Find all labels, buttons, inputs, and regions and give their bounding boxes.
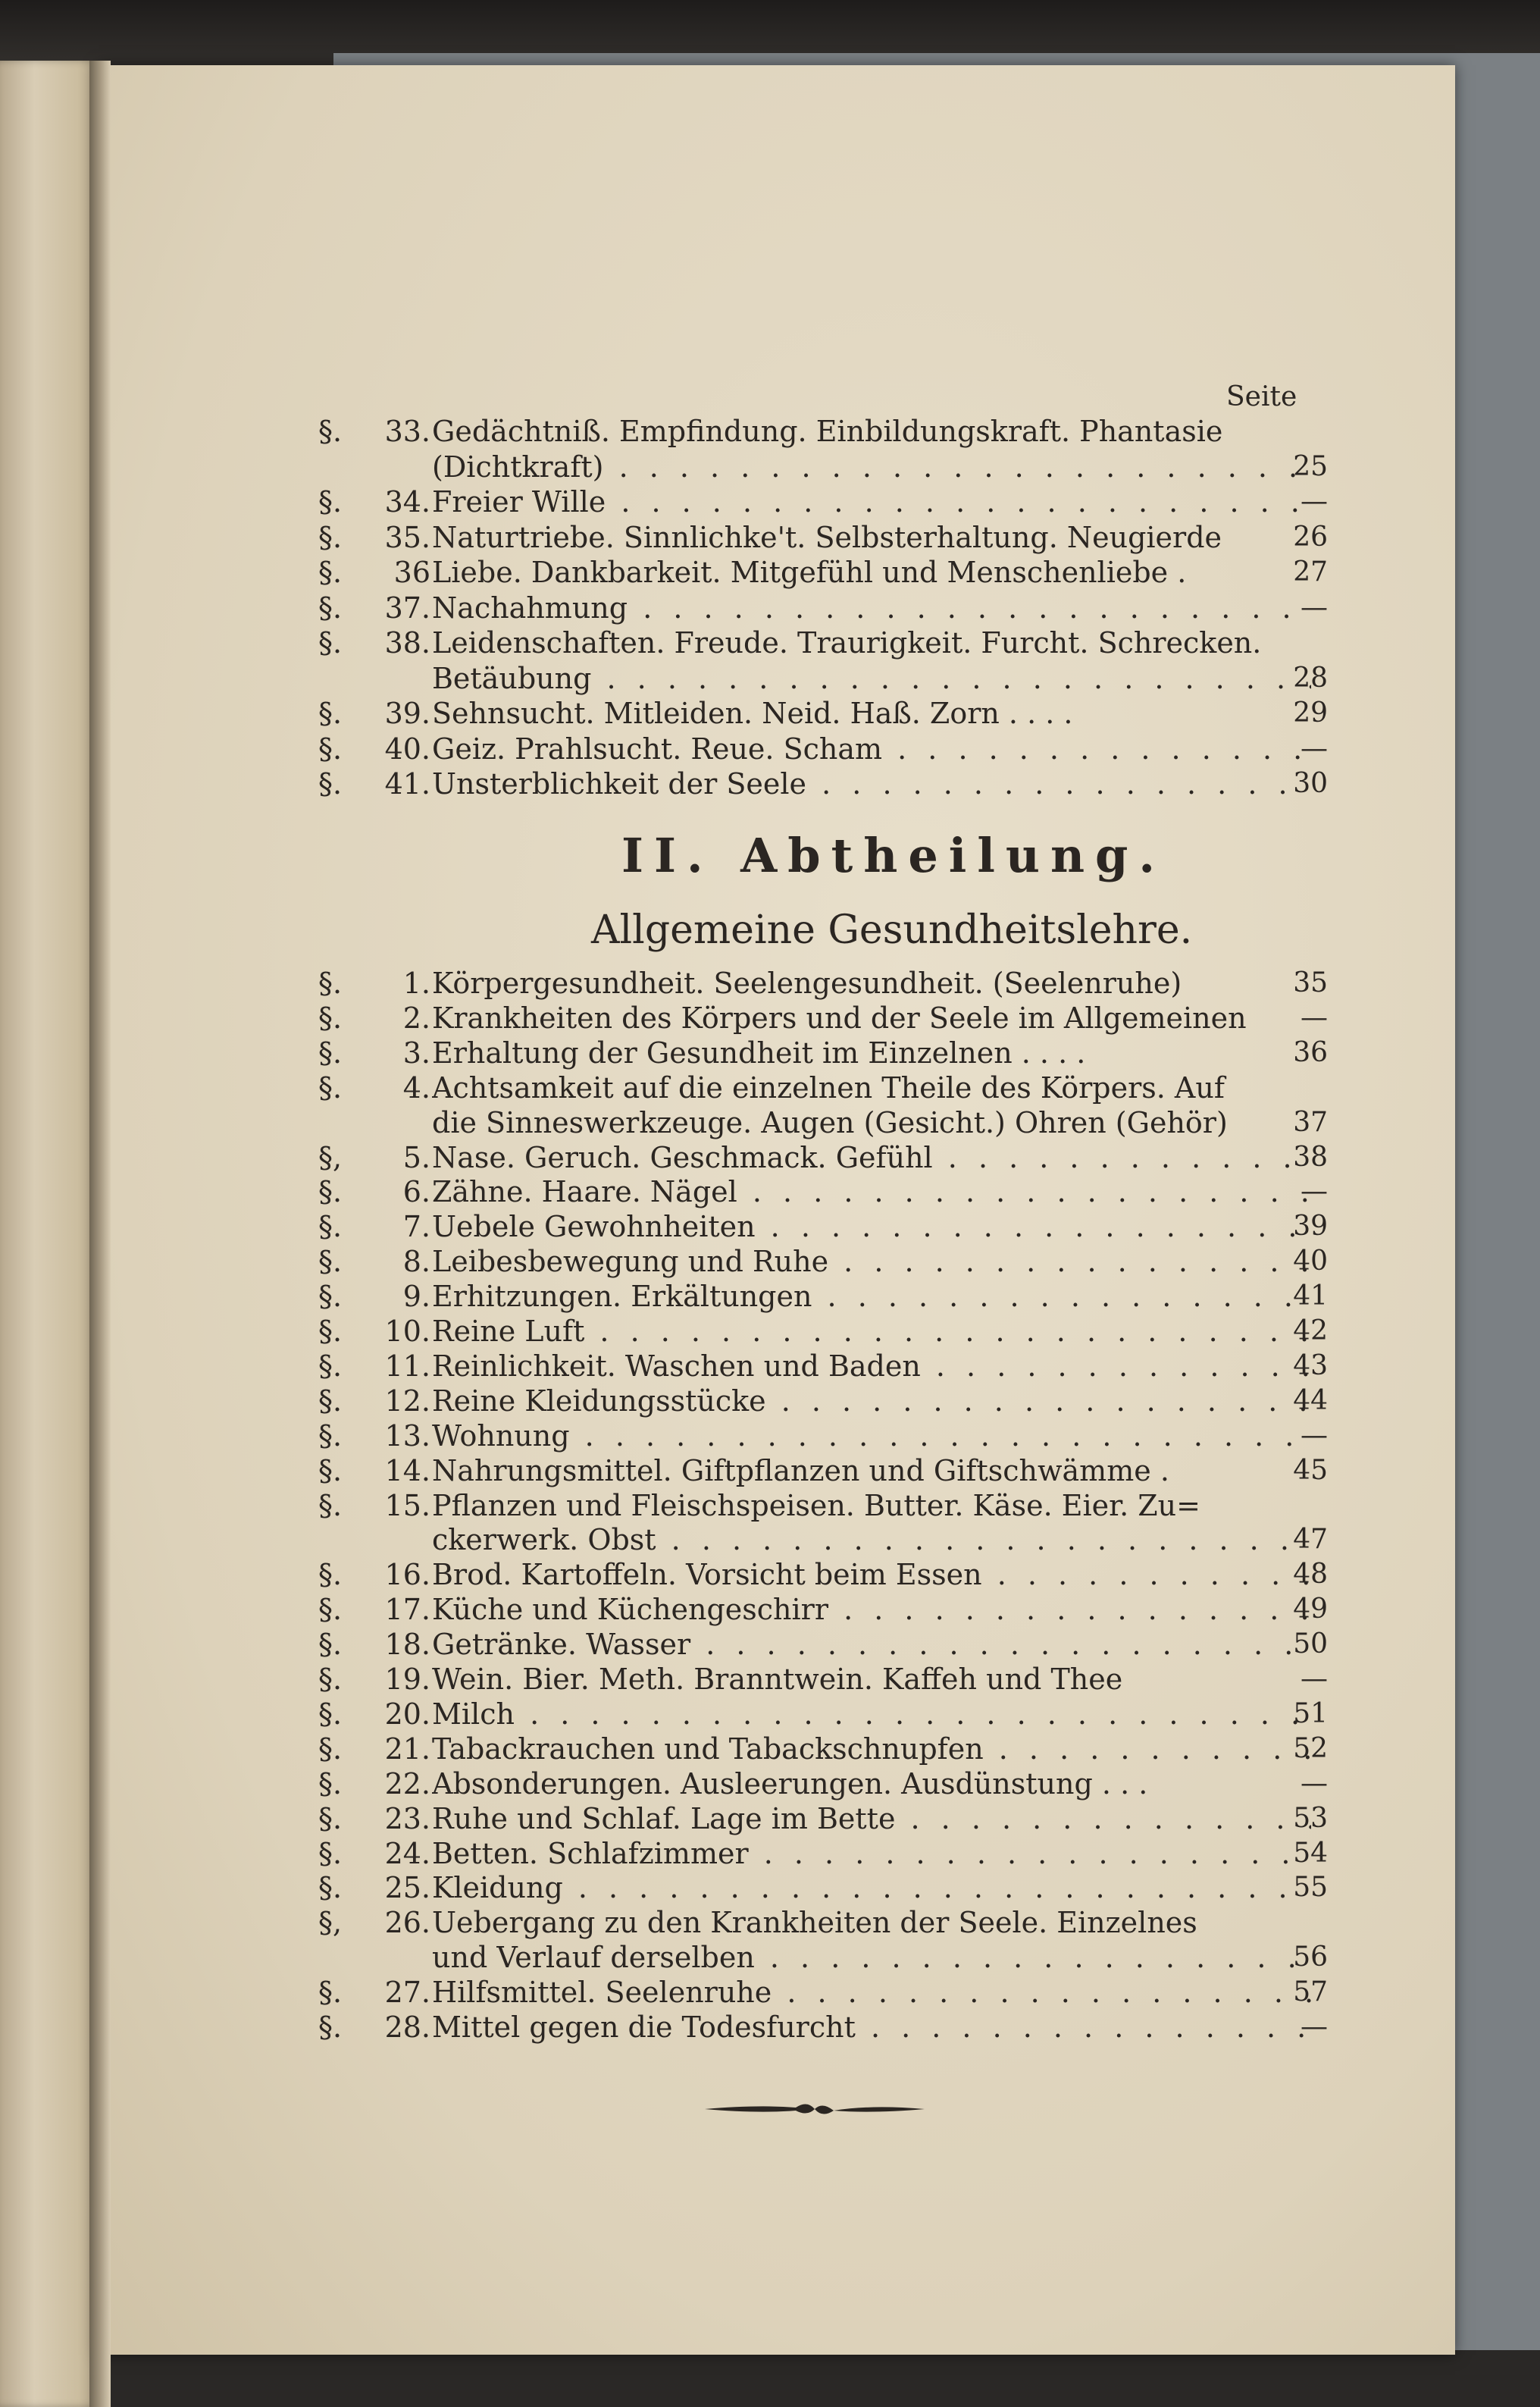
entry-number: 13. (384, 1418, 430, 1453)
entry-number: 20. (384, 1697, 430, 1731)
entry-title: und Verlauf derselben . . . (432, 1940, 1311, 1975)
entry-title: Mittel gegen die Todesfurcht . . . (432, 2010, 1311, 2045)
entry-title: Reinlichkeit. Waschen und Baden . . . (432, 1349, 1311, 1384)
entry-number: 35. (384, 520, 430, 554)
entry-number: 12. (384, 1384, 430, 1418)
section-sign: §. (318, 485, 343, 519)
entry-number: 40. (384, 732, 430, 766)
entry-number: 9. (402, 1280, 430, 1314)
section-sign: §. (318, 1001, 343, 1035)
entry-number: 24. (384, 1836, 430, 1870)
ornament-divider (705, 2094, 925, 2124)
entry-title: Liebe. Dankbarkeit. Mitgefühl und Menschenliebe . (432, 556, 1187, 589)
entry-number: 8. (402, 1245, 430, 1279)
toc-entry (318, 1036, 1311, 1070)
entry-number: 26. (384, 1906, 430, 1940)
toc-entry (318, 1418, 1311, 1453)
entry-number: 38. (384, 626, 430, 660)
toc-entry (318, 1522, 1311, 1557)
section-sign: §. (318, 1628, 343, 1662)
entry-title: Wohnung . . . (432, 1418, 1311, 1453)
gutter (89, 61, 111, 2407)
entry-title: Hilfsmittel. Seelenruhe . . . (432, 1975, 1311, 2010)
entry-number: 5. (402, 1140, 430, 1174)
toc-entry (318, 1488, 1311, 1523)
entry-page-number: 27 (1293, 556, 1328, 588)
entry-number: 1. (402, 967, 430, 1000)
entry-number: 37. (384, 591, 430, 625)
entry-number: 27. (384, 1976, 430, 2010)
entry-page-number: 50 (1293, 1628, 1328, 1660)
entry-page-number: 39 (1293, 1211, 1328, 1243)
division-subheading: Allgemeine Gesundheitslehre. (591, 907, 1193, 953)
entry-title: Uebele Gewohnheiten . . . (432, 1209, 1311, 1244)
section-sign: §. (318, 1418, 343, 1453)
entry-page-number: 56 (1293, 1942, 1328, 1973)
toc-entry (318, 1627, 1311, 1662)
entry-page-number: — (1301, 1663, 1328, 1694)
toc-entry (318, 2010, 1311, 2045)
toc-entry (318, 1279, 1311, 1314)
entry-number: 39. (384, 697, 430, 730)
entry-number: 4. (402, 1070, 430, 1105)
section-sign: §. (318, 556, 343, 589)
entry-title: Pflanzen und Fleischspeisen. Butter. Käse. Eier. Zu= (432, 1488, 1200, 1522)
toc-entry (318, 1105, 1311, 1140)
section-sign: §. (318, 591, 343, 625)
entry-page-number: — (1301, 2011, 1328, 2042)
toc-entry (318, 1870, 1311, 1905)
toc-entry (318, 1975, 1311, 2010)
section-sign: §. (318, 767, 343, 801)
section-sign: §. (318, 697, 343, 730)
entry-title: Betten. Schlafzimmer . . . (432, 1836, 1311, 1871)
entry-page-number: 45 (1293, 1454, 1328, 1486)
entry-title: Ruhe und Schlaf. Lage im Bette . . . (432, 1801, 1311, 1836)
entry-title: Wein. Bier. Meth. Branntwein. Kaffeh und Thee (432, 1663, 1123, 1696)
entry-number: 15. (384, 1488, 430, 1522)
entry-title: Reine Kleidungsstücke . . . (432, 1384, 1311, 1418)
toc-entry (318, 732, 1311, 766)
toc-entry (318, 1662, 1311, 1697)
entry-title: Zähne. Haare. Nägel . . . (432, 1174, 1311, 1209)
entry-title: Krankheiten des Körpers und der Seele im Allgemeinen (432, 1001, 1247, 1035)
entry-title: Nachahmung . . . (432, 591, 1311, 625)
section-sign: §, (318, 1140, 343, 1174)
toc-entry (318, 1384, 1311, 1418)
entry-number: 14. (384, 1453, 430, 1487)
section-sign: §. (318, 1488, 343, 1522)
toc-entry (318, 555, 1311, 590)
section-sign: §. (318, 1593, 343, 1627)
entry-title: Tabackrauchen und Tabackschnupfen . . . (432, 1732, 1311, 1766)
entry-page-number: — (1301, 1767, 1328, 1799)
toc-entry (318, 625, 1311, 660)
entry-number: 34. (384, 485, 430, 519)
section-sign: §. (318, 1697, 343, 1731)
entry-title: Kleidung . . . (432, 1870, 1311, 1905)
section-sign: §. (318, 1384, 343, 1418)
entry-title: die Sinneswerkzeuge. Augen (Gesicht.) Ohren (Gehör) (432, 1105, 1228, 1139)
section-sign: §. (318, 1766, 343, 1801)
entry-page-number: 51 (1293, 1697, 1328, 1729)
toc-entry (318, 1070, 1311, 1105)
entry-page-number: 48 (1293, 1559, 1328, 1591)
entry-number: 6. (402, 1175, 430, 1209)
toc-entry (318, 1592, 1311, 1627)
entry-page-number: 44 (1293, 1384, 1328, 1416)
section-sign: §. (318, 626, 343, 660)
entry-title: Unsterblichkeit der Seele . . . (432, 766, 1311, 801)
entry-page-number: 37 (1293, 1106, 1328, 1138)
entry-page-number: 36 (1293, 1036, 1328, 1068)
section-sign: §. (318, 1036, 343, 1070)
entry-page-number: — (1301, 732, 1328, 764)
entry-title: Milch . . . (432, 1697, 1311, 1732)
entry-title: Küche und Küchengeschirr . . . (432, 1592, 1311, 1627)
entry-page-number: 52 (1293, 1732, 1328, 1764)
entry-number: 36 (393, 556, 430, 589)
entry-page-number: 42 (1293, 1315, 1328, 1346)
entry-page-number: 41 (1293, 1280, 1328, 1312)
section-sign: §. (318, 1175, 343, 1209)
section-sign: §. (318, 1558, 343, 1592)
entry-number: 16. (384, 1558, 430, 1592)
toc-entry (318, 484, 1311, 519)
entry-title: Naturtriebe. Sinnlichke't. Selbsterhaltung. Neugierde (432, 520, 1222, 554)
left-page-edge (0, 61, 99, 2407)
entry-number: 10. (384, 1315, 430, 1348)
toc-entry (318, 1940, 1311, 1975)
section-sign: §. (318, 1245, 343, 1279)
entry-title: Reine Luft . . . (432, 1314, 1311, 1349)
entry-title: Brod. Kartoffeln. Vorsicht beim Essen . . . (432, 1557, 1311, 1592)
section-sign: §. (318, 1732, 343, 1766)
toc-entry (318, 1732, 1311, 1766)
page-column-header: Seite (1226, 381, 1297, 412)
entry-title: Nase. Geruch. Geschmack. Gefühl . . . (432, 1140, 1311, 1175)
toc-entry (318, 1209, 1311, 1244)
entry-page-number: 38 (1293, 1141, 1328, 1173)
section-sign: §. (318, 1976, 343, 2010)
entry-number: 33. (384, 415, 430, 448)
section-sign: §. (318, 1210, 343, 1244)
section-sign: §. (318, 415, 343, 448)
entry-title: Uebergang zu den Krankheiten der Seele. Einzelnes (432, 1906, 1197, 1940)
entry-page-number: 47 (1293, 1524, 1328, 1556)
entry-number: 11. (384, 1349, 430, 1383)
toc-entry (318, 1174, 1311, 1209)
entry-page-number: 40 (1293, 1246, 1328, 1277)
toc-entry (318, 696, 1311, 731)
section-sign: §. (318, 1801, 343, 1835)
toc-entry (318, 1836, 1311, 1871)
entry-title: (Dichtkraft) . . . (432, 450, 1311, 484)
toc-entry (318, 591, 1311, 625)
entry-page-number: — (1301, 1419, 1328, 1451)
entry-number: 25. (384, 1871, 430, 1905)
entry-number: 21. (384, 1732, 430, 1766)
entry-page-number: 49 (1293, 1594, 1328, 1625)
entry-title: Geiz. Prahlsucht. Reue. Scham . . . (432, 732, 1311, 766)
section-sign: §. (318, 1315, 343, 1348)
toc-entry (318, 520, 1311, 555)
toc-entry (318, 1766, 1311, 1801)
section-sign: §. (318, 520, 343, 554)
division-heading: II. Abtheilung. (621, 828, 1166, 883)
section-sign: §. (318, 1836, 343, 1870)
toc-entry (318, 1314, 1311, 1349)
section-sign: §. (318, 1280, 343, 1314)
toc-entry (318, 1349, 1311, 1384)
entry-page-number: 43 (1293, 1349, 1328, 1381)
section-sign: §. (318, 2011, 343, 2044)
toc-entry (318, 966, 1311, 1001)
section-sign: §, (318, 1906, 343, 1940)
entry-title: Erhaltung der Gesundheit im Einzelnen . . . . (432, 1036, 1086, 1070)
section-sign: §. (318, 1663, 343, 1696)
entry-page-number: 54 (1293, 1837, 1328, 1869)
entry-page-number: — (1301, 486, 1328, 517)
entry-page-number: 25 (1293, 450, 1328, 482)
book-page (99, 65, 1455, 2355)
entry-title: Leibesbewegung und Ruhe . . . (432, 1244, 1311, 1279)
entry-number: 22. (384, 1766, 430, 1801)
entry-page-number: 55 (1293, 1872, 1328, 1904)
entry-title: Sehnsucht. Mitleiden. Neid. Haß. Zorn . . . . (432, 697, 1073, 730)
toc-entry (318, 1001, 1311, 1036)
entry-title: Freier Wille . . . (432, 484, 1311, 519)
toc-entry (318, 1697, 1311, 1732)
entry-page-number: — (1301, 1001, 1328, 1033)
entry-title: Betäubung . . . (432, 661, 1311, 696)
entry-number: 3. (402, 1036, 430, 1070)
toc-entry (318, 661, 1311, 696)
entry-page-number: — (1301, 591, 1328, 623)
entry-title: Körpergesundheit. Seelengesundheit. (Seelenruhe) (432, 967, 1182, 1000)
entry-title: Gedächtniß. Empfindung. Einbildungskraft. Phantasie (432, 415, 1223, 448)
entry-number: 18. (384, 1628, 430, 1662)
toc-entry (318, 1801, 1311, 1836)
section-sign: §. (318, 732, 343, 766)
section-sign: §. (318, 1871, 343, 1905)
toc-entry (318, 1244, 1311, 1279)
section-sign: §. (318, 1453, 343, 1487)
entry-page-number: 29 (1293, 697, 1328, 729)
entry-number: 19. (384, 1663, 430, 1696)
entry-page-number: 35 (1293, 967, 1328, 998)
entry-title: Getränke. Wasser . . . (432, 1627, 1311, 1662)
entry-number: 28. (384, 2011, 430, 2044)
entry-page-number: 57 (1293, 1976, 1328, 2008)
entry-title: ckerwerk. Obst . . . (432, 1522, 1311, 1557)
entry-title: Achtsamkeit auf die einzelnen Theile des Körpers. Auf (432, 1070, 1225, 1105)
entry-page-number: 53 (1293, 1802, 1328, 1834)
entry-page-number: 30 (1293, 768, 1328, 799)
entry-title: Leidenschaften. Freude. Traurigkeit. Furcht. Schrecken. (432, 626, 1262, 660)
entry-number: 2. (402, 1001, 430, 1035)
section-sign: §. (318, 1349, 343, 1383)
toc-entry (318, 1557, 1311, 1592)
toc-entry (318, 766, 1311, 801)
toc-entry (318, 450, 1311, 484)
entry-title: Absonderungen. Ausleerungen. Ausdünstung . . . (432, 1766, 1148, 1801)
entry-page-number: 26 (1293, 521, 1328, 553)
toc-entry (318, 414, 1311, 449)
entry-number: 7. (402, 1210, 430, 1244)
section-sign: §. (318, 1070, 343, 1105)
toc-entry (318, 1140, 1311, 1175)
entry-page-number: 28 (1293, 662, 1328, 694)
entry-number: 41. (384, 767, 430, 801)
entry-number: 17. (384, 1593, 430, 1627)
entry-title: Nahrungsmittel. Giftpflanzen und Giftschwämme . (432, 1453, 1169, 1487)
entry-page-number: — (1301, 1176, 1328, 1208)
toc-entry (318, 1453, 1311, 1488)
entry-number: 23. (384, 1801, 430, 1835)
section-sign: §. (318, 967, 343, 1000)
toc-entry (318, 1905, 1311, 1940)
entry-title: Erhitzungen. Erkältungen . . . (432, 1279, 1311, 1314)
